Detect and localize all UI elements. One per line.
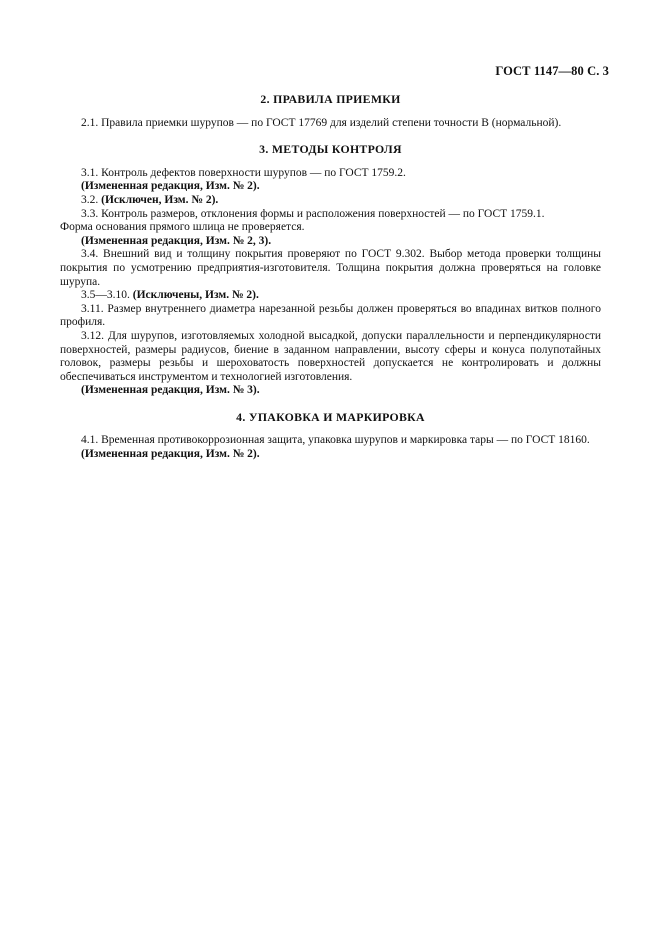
document-body [60,93,601,475]
section-acceptance-rules [60,93,601,130]
page-header: ГОСТ 1147—80 С. 3 [495,64,609,78]
paragraph-3-12: 3.12. Для шурупов, изготовляемых холодной высадкой, допуски параллельности и перпендикулярности поверхностей, размеры радиусов, биение в заданном направлении, высоту сферы и конуса полупотайных головок, размеры резьбы и шероховатость поверхностей допускается не контролировать и должны обеспечиваться инструментом и технологией изготовления. [60,329,601,383]
section-control-methods [60,143,601,398]
section-title: 3. МЕТОДЫ КОНТРОЛЯ [259,142,402,157]
paragraph-3-1: 3.1. Контроль дефектов поверхности шурупов — по ГОСТ 1759.2. [81,166,406,179]
paragraph-3-3: 3.3. Контроль размеров, отклонения формы и расположения поверхностей — по ГОСТ 1759.1. [81,207,545,220]
paragraph-4-1: 4.1. Временная противокоррозионная защита, упаковка шурупов и маркировка тары — по ГОСТ 18160. [81,434,590,447]
paragraph-number: 3.5—3.10. [81,289,130,302]
excluded-note: (Исключен, Изм. № 2). [101,193,219,206]
revision-note: (Измененная редакция, Изм. № 2, 3). [81,234,272,247]
excluded-note: (Исключены, Изм. № 2). [132,289,259,302]
paragraph-3-2 [60,194,601,208]
section-packaging-marking [60,411,601,462]
paragraph-2-1: 2.1. Правила приемки шурупов — по ГОСТ 17769 для изделий степени точности В (нормальной). [81,116,562,129]
paragraph-3-11: 3.11. Размер внутреннего диаметра нарезанной резьбы должен проверяться во впадинах витков полного профиля. [60,302,601,329]
section-title: 4. УПАКОВКА И МАРКИРОВКА [236,409,425,424]
revision-note: (Измененная редакция, Изм. № 2). [81,180,260,193]
revision-note: (Измененная редакция, Изм. № 3). [81,384,260,397]
paragraph-3-3-continuation: Форма основания прямого шлица не проверяется. [60,221,305,234]
paragraph-3-4: 3.4. Внешний вид и толщину покрытия проверяют по ГОСТ 9.302. Выбор метода проверки толщины покрытия по усмотрению предприятия-изготовителя. Толщина покрытия должна проверяться на головке шурупа. [60,248,601,288]
revision-note: (Измененная редакция, Изм. № 2). [81,448,260,461]
paragraph-number: 3.2. [81,193,99,206]
paragraph-3-5-3-10 [60,289,601,303]
section-title: 2. ПРАВИЛА ПРИЕМКИ [260,92,401,106]
